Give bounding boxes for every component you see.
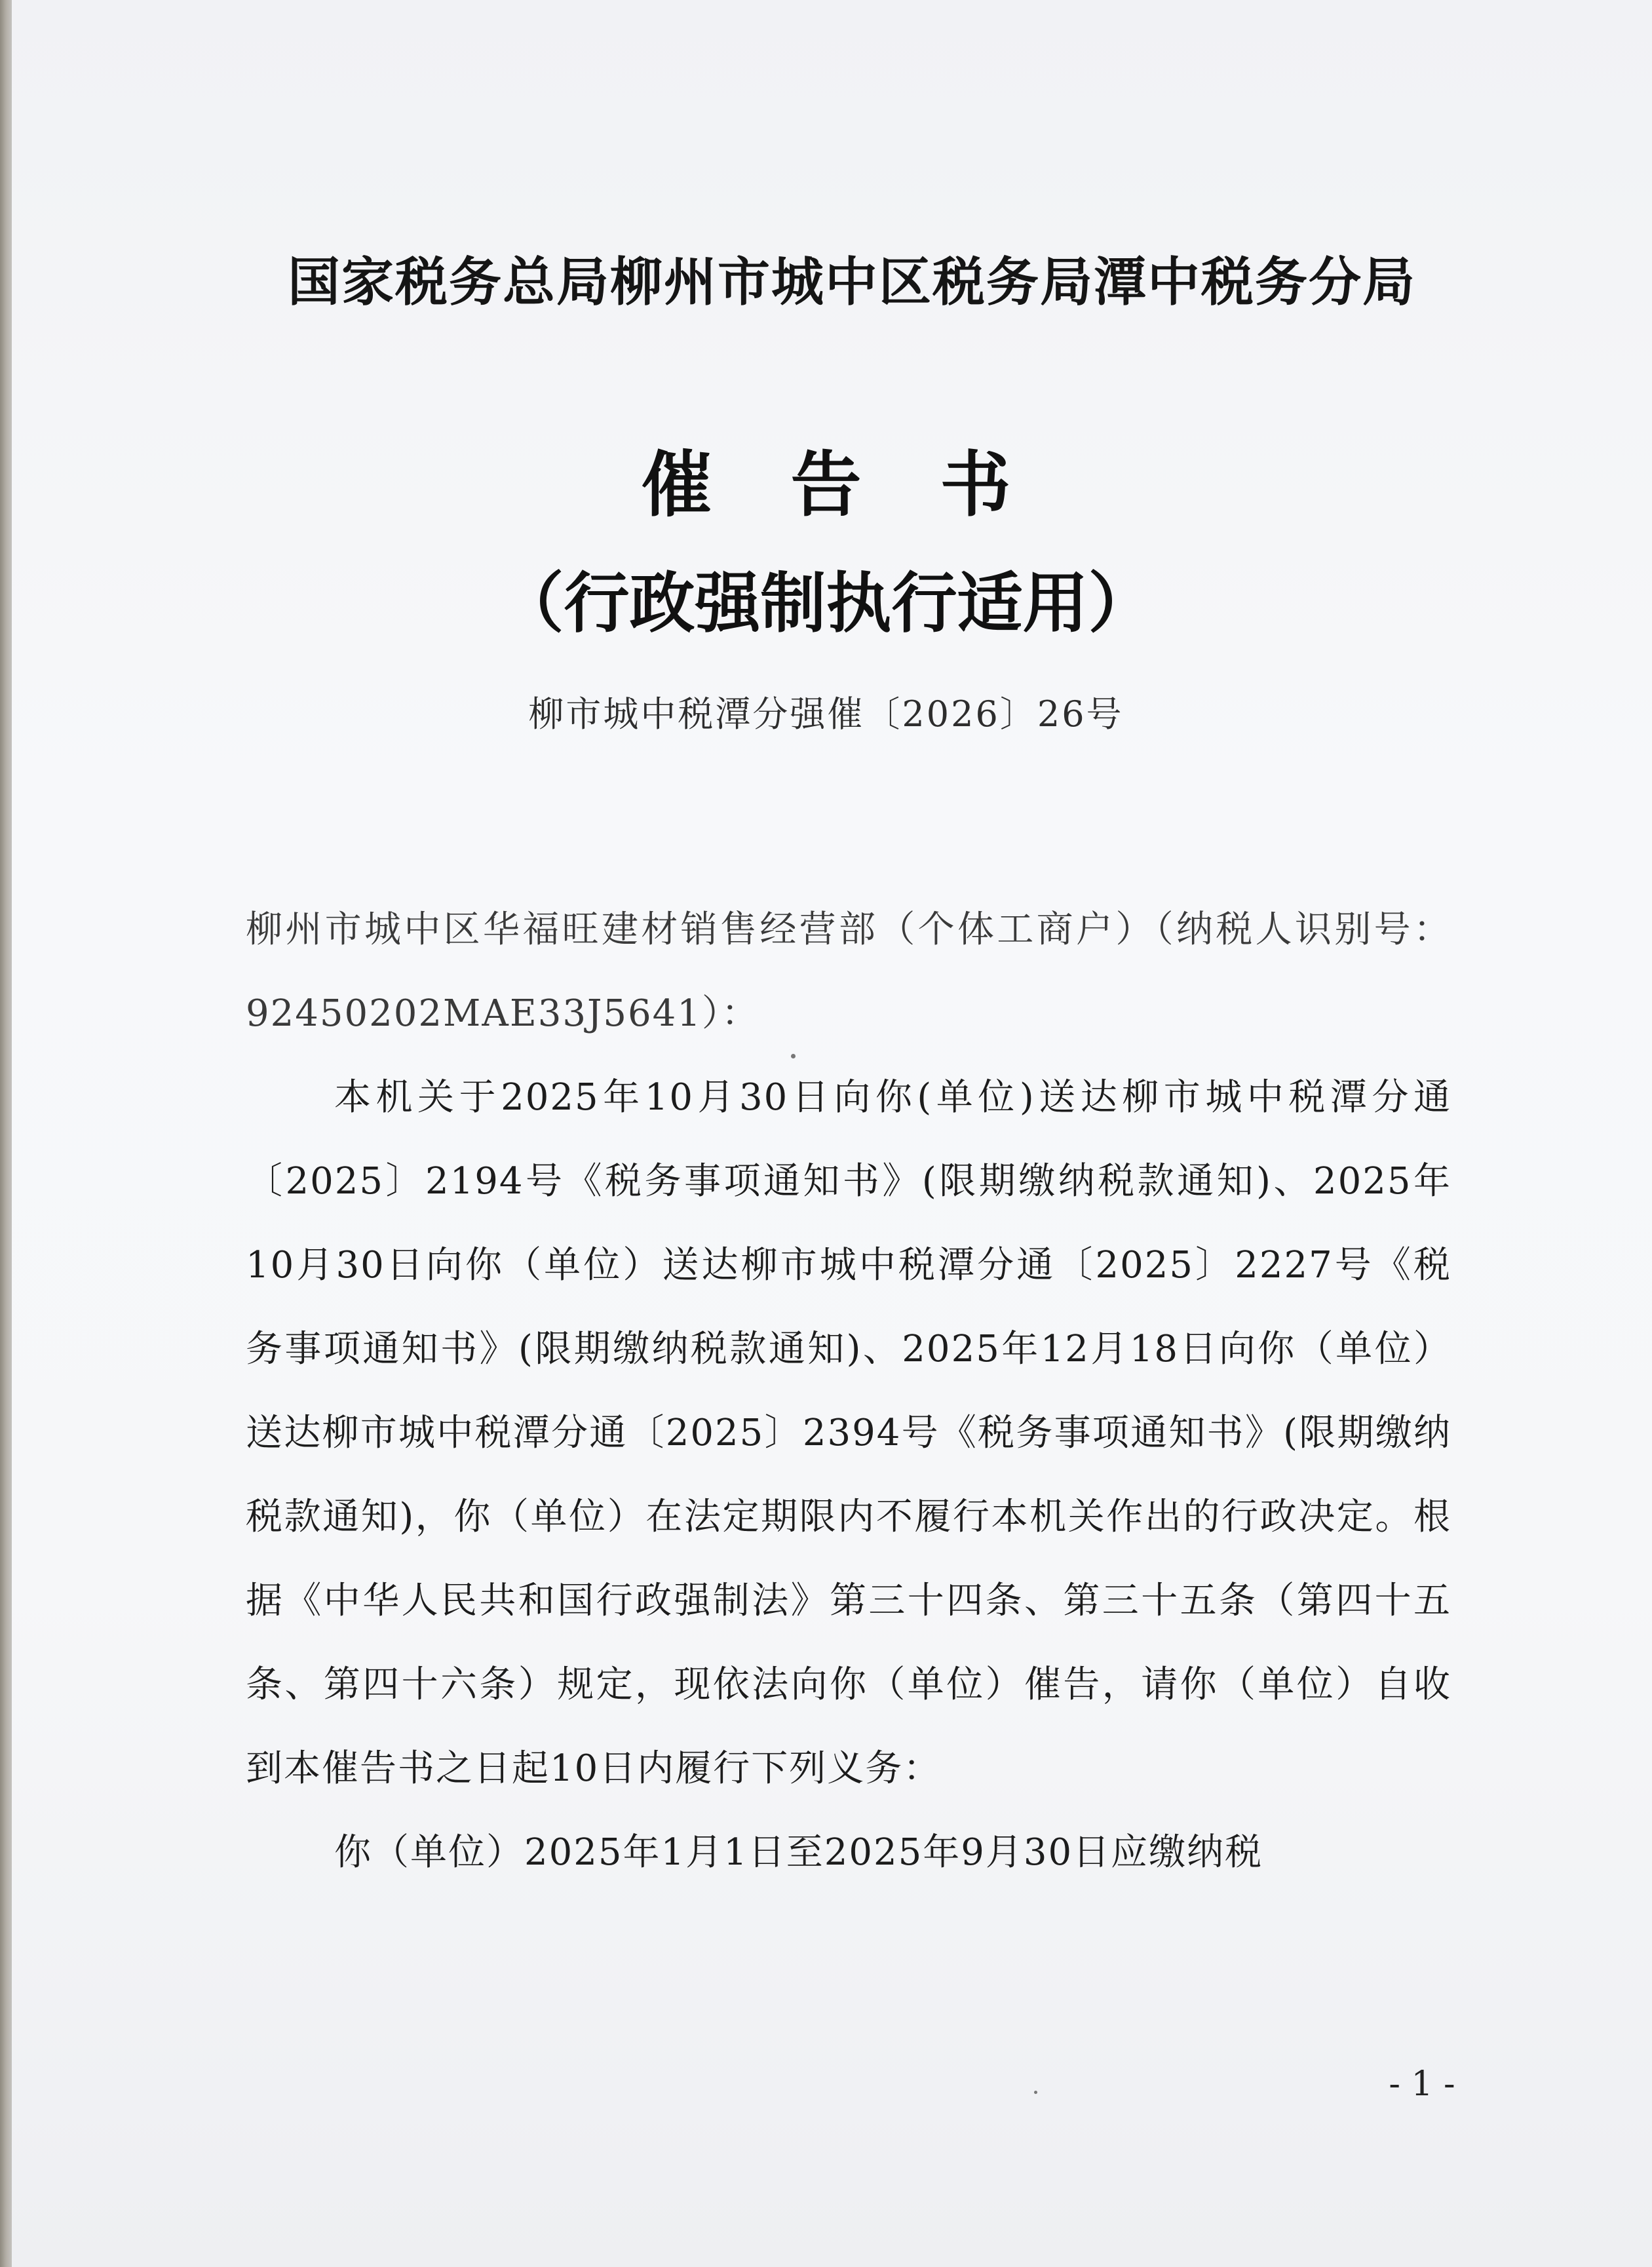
body-paragraph-obligation: 你（单位）2025年1月1日至2025年9月30日应缴纳税 bbox=[334, 1831, 1263, 1874]
document-body bbox=[246, 888, 1451, 1895]
document-number: 柳市城中税潭分强催〔2026〕26号 bbox=[528, 693, 1124, 735]
body-paragraph-notice: 本机关于2025年10月30日向你(单位)送达柳市城中税潭分通〔2025〕2194号《税务事项通知书》(限期缴纳税款通知)、2025年10月30日向你（单位）送达柳市城中税潭分通〔2025〕2227号《税务事项通知书》(限期缴纳税款通知)、2025年12月18日向你（单位）送达柳市城中税潭分通〔2025〕2394号《税务事项通知书》(限期缴纳税款通知)，你（单位）在法定期限内不履行本机关作出的行政决定。根据《中华人民共和国行政强制法》第三十四条、第三十五条（第四十五条、第四十六条）规定，现依法向你（单位）催告，请你（单位）自收到本催告书之日起10日内履行下列义务： bbox=[246, 1076, 1452, 1790]
page-number: - 1 - bbox=[1389, 2064, 1455, 2104]
scan-speck bbox=[791, 1054, 796, 1058]
document-title: 催告书 bbox=[641, 444, 1090, 526]
scan-speck bbox=[1034, 2091, 1037, 2094]
addressee: 柳州市城中区华福旺建材销售经营部（个体工商户）（纳税人识别号：92450202MAE33J5641）： bbox=[246, 908, 1451, 1035]
document-subtitle: （行政强制执行适用） bbox=[498, 564, 1154, 642]
issuing-agency: 国家税务总局柳州市城中区税务局潭中税务分局 bbox=[288, 251, 1416, 313]
